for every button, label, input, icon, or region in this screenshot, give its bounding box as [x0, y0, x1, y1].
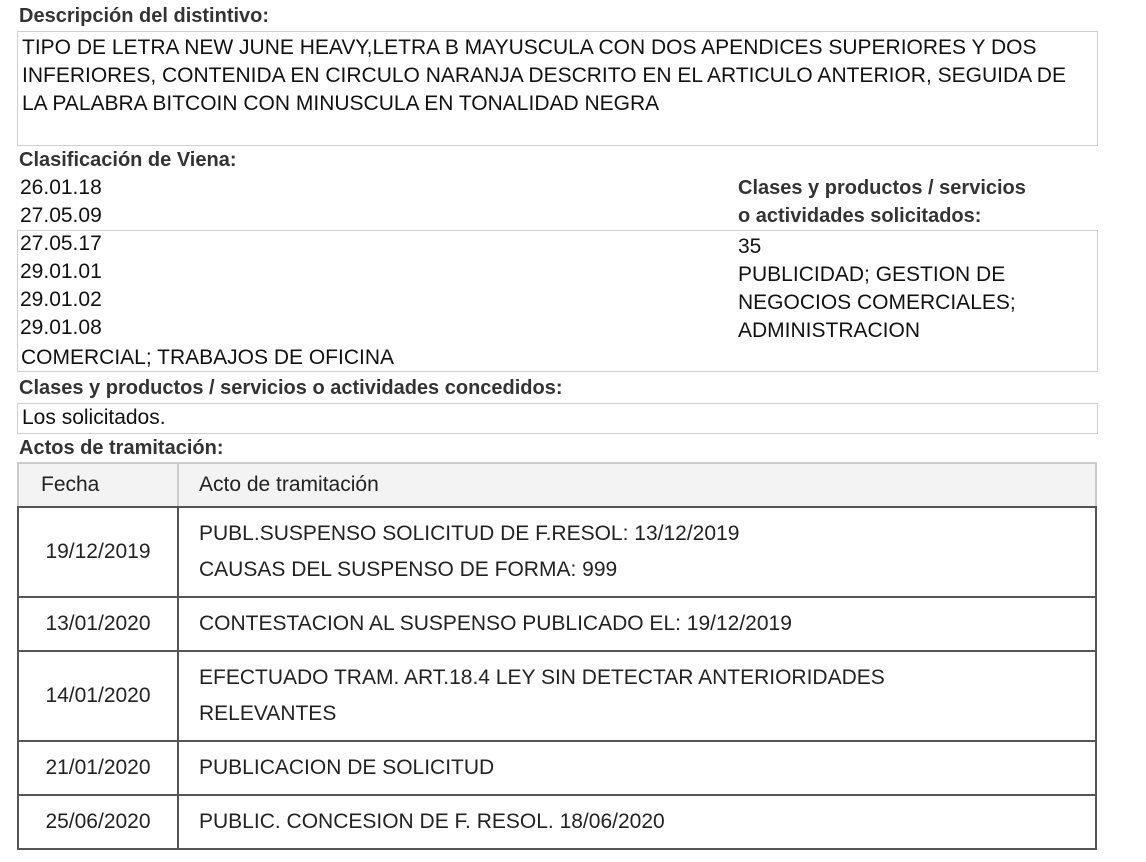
table-header-row [18, 463, 1096, 507]
column-header-fecha: Fecha [18, 463, 178, 507]
table-row [18, 795, 1096, 849]
row-fecha: 19/12/2019 [18, 507, 178, 597]
row-acto [178, 597, 1096, 651]
viena-code: 26.01.18 [20, 176, 102, 199]
row-fecha: 21/01/2020 [18, 741, 178, 795]
row-acto-line: EFECTUADO TRAM. ART.18.4 LEY SIN DETECTAR ANTERIORIDADES [199, 666, 885, 689]
table-row [18, 597, 1096, 651]
row-acto-line: PUBLIC. CONCESION DE F. RESOL. 18/06/2020 [199, 810, 665, 833]
viena-code: 29.01.01 [20, 260, 102, 283]
concedidos-label: Clases y productos / servicios o actividades concedidos: [19, 377, 563, 399]
viena-code: 29.01.08 [20, 316, 102, 339]
viena-code: 27.05.09 [20, 204, 102, 227]
solicitados-line: 35 [738, 235, 762, 258]
solicitados-line: ADMINISTRACION [738, 319, 921, 342]
descripcion-text: TIPO DE LETRA NEW JUNE HEAVY,LETRA B MAYUSCULA CON DOS APENDICES SUPERIORES Y DOS INFERIORES, CONTENIDA EN CIRCULO NARANJA DESCRITO EN EL ARTICULO ANTERIOR, SEGUIDA DE LA PALABRA BITCOIN CON MINUSCULA EN TONALIDAD NEGRA [22, 36, 1066, 115]
actos-table [17, 462, 1097, 850]
solicitados-label-line2: o actividades solicitados: [738, 205, 982, 227]
viena-code: 29.01.02 [20, 288, 102, 311]
row-acto-line: CAUSAS DEL SUSPENSO DE FORMA: 999 [199, 558, 618, 581]
solicitados-line: PUBLICIDAD; GESTION DE [738, 263, 1006, 286]
row-acto-line: PUBL.SUSPENSO SOLICITUD DE F.RESOL: 13/12/2019 [199, 522, 740, 545]
row-acto-line: RELEVANTES [199, 702, 337, 725]
actos-label: Actos de tramitación: [19, 437, 224, 459]
row-acto [178, 507, 1096, 597]
viena-extra-text: COMERCIAL; TRABAJOS DE OFICINA [21, 346, 395, 369]
row-acto-line: PUBLICACION DE SOLICITUD [199, 756, 495, 779]
descripcion-box [17, 31, 1098, 146]
row-acto [178, 795, 1096, 849]
row-acto [178, 651, 1096, 741]
row-fecha: 13/01/2020 [18, 597, 178, 651]
row-acto [178, 741, 1096, 795]
table-row [18, 651, 1096, 741]
concedidos-box [17, 403, 1098, 434]
solicitados-label-line1: Clases y productos / servicios [738, 177, 1026, 199]
descripcion-label: Descripción del distintivo: [19, 5, 270, 27]
table-row [18, 741, 1096, 795]
viena-code: 27.05.17 [20, 232, 102, 255]
row-fecha: 25/06/2020 [18, 795, 178, 849]
solicitados-line: NEGOCIOS COMERCIALES; [738, 291, 1016, 314]
row-acto-line: CONTESTACION AL SUSPENSO PUBLICADO EL: 19/12/2019 [199, 612, 792, 635]
column-header-acto: Acto de tramitación [178, 463, 1096, 507]
table-row [18, 507, 1096, 597]
row-fecha: 14/01/2020 [18, 651, 178, 741]
viena-label: Clasificación de Viena: [19, 149, 237, 171]
concedidos-value: Los solicitados. [22, 406, 166, 429]
